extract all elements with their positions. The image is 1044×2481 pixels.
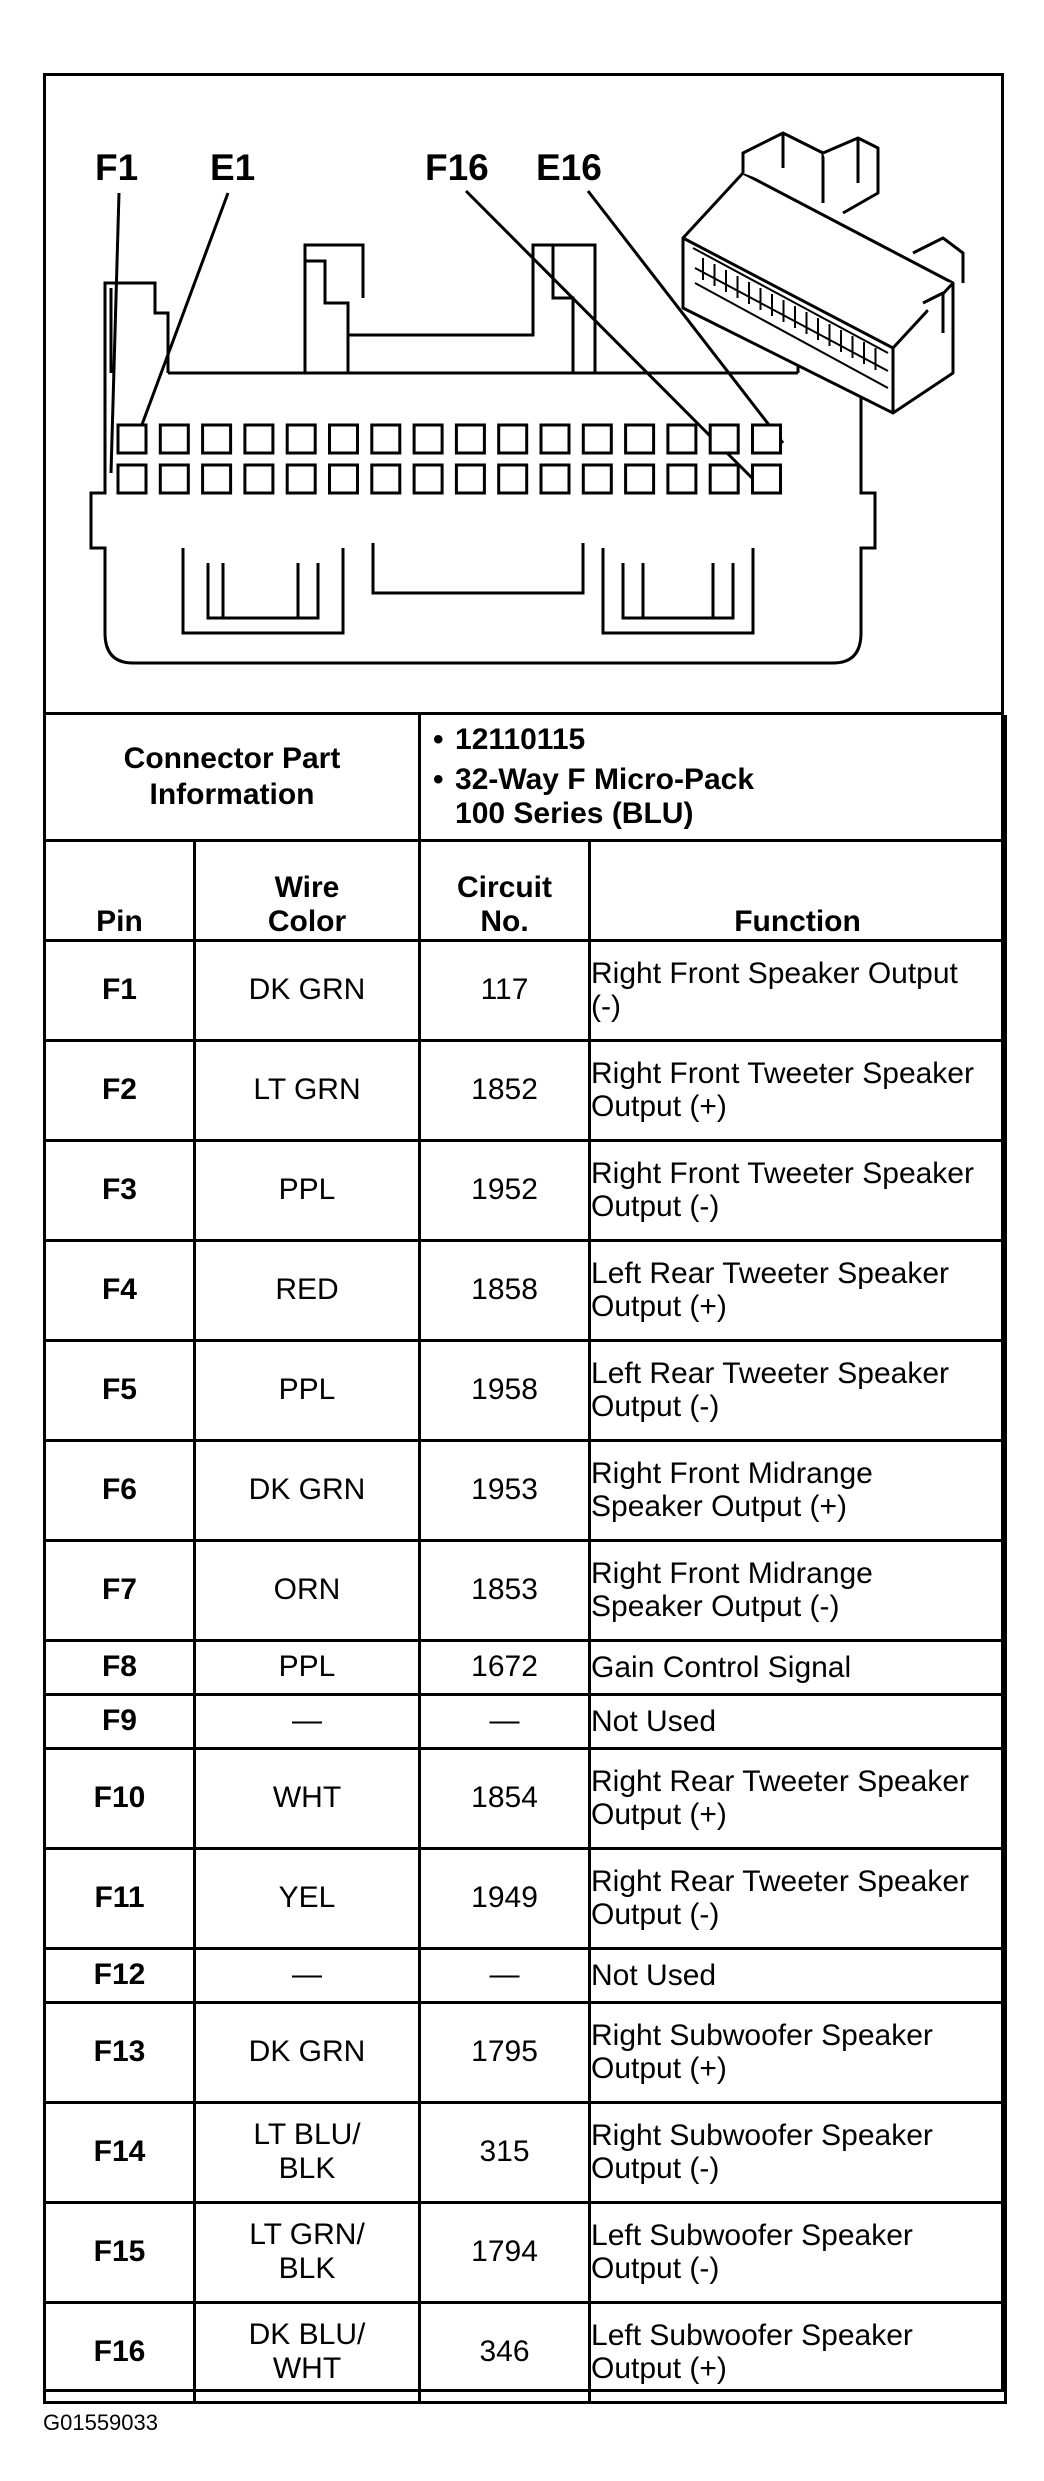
function-cell <box>590 1440 1006 1540</box>
wire-color-cell <box>195 1240 420 1340</box>
pin-cell-text: F11 <box>94 1881 145 1914</box>
pin-cell <box>45 1240 195 1340</box>
pin-cell <box>45 1440 195 1540</box>
wire-color-cell <box>195 1848 420 1948</box>
circuit-cell-text: 1854 <box>471 1781 538 1814</box>
circuit-cell-text: 1958 <box>471 1373 538 1406</box>
pin-cavity-top <box>499 425 527 453</box>
pin-cavity-top <box>583 425 611 453</box>
header-function: Function <box>590 840 1006 940</box>
wire-color-cell-text: WHT <box>272 1781 342 1814</box>
function-cell <box>590 1340 1006 1440</box>
table-row <box>45 1948 1006 2002</box>
part-number: 12110115 <box>455 722 586 756</box>
wire-color-cell-text: ORN <box>273 1573 341 1606</box>
connector-part-info-values <box>420 715 1006 840</box>
pin-cavity-top <box>160 425 188 453</box>
pin-cell <box>45 1040 195 1140</box>
wire-color-cell-text: DK BLU/ WHT <box>248 2318 366 2385</box>
circuit-cell-text: 1853 <box>471 1573 538 1606</box>
connector-part-info-label <box>45 715 420 840</box>
circuit-cell <box>420 1240 590 1340</box>
table-row <box>45 940 1006 1040</box>
wire-color-cell-text: DK GRN <box>248 973 366 1006</box>
wire-color-cell <box>195 2102 420 2202</box>
circuit-cell <box>420 1694 590 1748</box>
pin-cavity-bottom <box>203 465 231 493</box>
circuit-cell-text: 315 <box>479 2135 530 2168</box>
wire-color-cell-text: — <box>292 1958 322 1991</box>
pin-cavity-bottom <box>583 465 611 493</box>
function-cell-text: Left Subwoofer Speaker Output (+) <box>591 2319 913 2385</box>
table-row <box>45 1640 1006 1694</box>
circuit-cell-text: 117 <box>480 973 529 1006</box>
circuit-cell <box>420 2302 590 2402</box>
circuit-cell-text: 1953 <box>471 1473 538 1506</box>
function-cell <box>590 2102 1006 2202</box>
function-cell-text: Not Used <box>591 1958 717 1992</box>
pin-cavity-top <box>287 425 315 453</box>
function-cell <box>590 1040 1006 1140</box>
pin-cavity-bottom <box>753 465 781 493</box>
pin-cavities-top-row <box>118 425 781 453</box>
pin-cell-text: F13 <box>93 2035 146 2068</box>
wire-color-cell <box>195 940 420 1040</box>
pin-cavity-bottom <box>330 465 358 493</box>
table-row <box>45 1240 1006 1340</box>
pin-cell <box>45 2002 195 2102</box>
table-row <box>45 1440 1006 1540</box>
table-row <box>45 1040 1006 1140</box>
circuit-cell-text: 1672 <box>471 1650 538 1683</box>
function-cell-text: Right Front Midrange Speaker Output (-) <box>591 1557 873 1623</box>
label-f16: F16 <box>425 147 489 188</box>
wire-color-cell <box>195 1540 420 1640</box>
pin-cavity-top <box>753 425 781 453</box>
pin-cavity-top <box>414 425 442 453</box>
pin-cell-text: F6 <box>101 1473 137 1506</box>
table-header-row <box>45 840 1006 940</box>
bullet-icon: • <box>433 722 444 756</box>
wire-color-cell-text: RED <box>275 1273 339 1306</box>
header-wire-color <box>195 840 420 940</box>
circuit-cell <box>420 2202 590 2302</box>
pin-cavity-top <box>118 425 146 453</box>
table-row <box>45 2302 1006 2402</box>
wire-color-cell <box>195 1948 420 2002</box>
pin-cavity-bottom <box>118 465 146 493</box>
pin-cavity-top <box>626 425 654 453</box>
circuit-cell-text: 1794 <box>471 2235 538 2268</box>
pin-cavity-bottom <box>160 465 188 493</box>
function-cell <box>590 1540 1006 1640</box>
function-cell-text: Right Rear Tweeter Speaker Output (+) <box>591 1765 969 1831</box>
circuit-cell-text: 1852 <box>471 1073 538 1106</box>
function-cell <box>590 1694 1006 1748</box>
function-cell <box>590 1748 1006 1848</box>
function-cell-text: Right Front Tweeter Speaker Output (-) <box>591 1157 974 1223</box>
pin-cavities-bottom-row <box>118 465 781 493</box>
function-cell <box>590 1240 1006 1340</box>
bullet-icon: • <box>433 762 444 796</box>
connector-type-line <box>433 763 1004 831</box>
pin-cell-text: F16 <box>93 2335 146 2368</box>
header-circuit-text: Circuit No. <box>457 870 553 938</box>
circuit-cell <box>420 1748 590 1848</box>
pin-cavity-top <box>541 425 569 453</box>
circuit-cell-text: 1858 <box>471 1273 538 1306</box>
function-cell <box>590 2202 1006 2302</box>
pin-cell-text: F4 <box>101 1273 137 1306</box>
function-cell <box>590 1848 1006 1948</box>
pin-cell <box>45 1340 195 1440</box>
pin-cell <box>45 2202 195 2302</box>
pin-cavity-bottom <box>541 465 569 493</box>
pin-cell-text: F12 <box>93 1958 146 1991</box>
function-cell-text: Left Rear Tweeter Speaker Output (+) <box>591 1257 949 1323</box>
figure-id: G01559033 <box>43 2410 158 2435</box>
table-row <box>45 1340 1006 1440</box>
function-cell-text: Right Front Midrange Speaker Output (+) <box>591 1457 873 1523</box>
pin-cavity-top <box>456 425 484 453</box>
pin-cell-text: F5 <box>101 1373 137 1406</box>
connector-diagram <box>43 73 1004 715</box>
function-cell-text: Right Front Tweeter Speaker Output (+) <box>591 1057 974 1123</box>
function-cell <box>590 1640 1006 1694</box>
pin-cavity-bottom <box>710 465 738 493</box>
pin-cell <box>45 1640 195 1694</box>
pin-cell <box>45 1848 195 1948</box>
circuit-cell <box>420 2102 590 2202</box>
circuit-cell-text: — <box>489 1958 520 1991</box>
function-cell <box>590 1948 1006 2002</box>
pin-cell-text: F8 <box>101 1650 137 1683</box>
circuit-cell <box>420 1640 590 1694</box>
table-row <box>45 1848 1006 1948</box>
header-wire-color-text: Wire Color <box>267 870 347 938</box>
pin-cell <box>45 1140 195 1240</box>
pin-cavity-bottom <box>287 465 315 493</box>
circuit-cell <box>420 1540 590 1640</box>
table-row <box>45 2202 1006 2302</box>
pin-cavity-top <box>710 425 738 453</box>
wire-color-cell <box>195 1040 420 1140</box>
connector-info-row <box>45 715 1006 840</box>
connector-latch-windows <box>183 543 753 633</box>
part-number-line <box>433 723 1004 757</box>
wire-color-cell-text: — <box>292 1704 322 1737</box>
label-f1: F1 <box>95 147 139 188</box>
connector-diagram-panel <box>43 73 1004 715</box>
function-cell-text: Gain Control Signal <box>591 1650 852 1684</box>
wire-color-cell-text: YEL <box>278 1881 336 1914</box>
pin-cell-text: F3 <box>101 1173 137 1206</box>
circuit-cell-text: 1952 <box>471 1173 538 1206</box>
connector-type: 32-Way F Micro-Pack 100 Series (BLU) <box>455 762 755 830</box>
pin-cavity-bottom <box>372 465 400 493</box>
function-cell-text: Right Rear Tweeter Speaker Output (-) <box>591 1865 969 1931</box>
circuit-cell <box>420 2002 590 2102</box>
pin-rows <box>45 940 1006 2402</box>
table-row <box>45 1540 1006 1640</box>
circuit-cell <box>420 1440 590 1540</box>
wire-color-cell-text: DK GRN <box>248 2035 366 2068</box>
connector-pin-table <box>43 715 1007 2404</box>
function-cell-text: Left Subwoofer Speaker Output (-) <box>591 2219 913 2285</box>
wire-color-cell-text: PPL <box>278 1650 336 1683</box>
wire-color-cell-text: LT GRN <box>253 1073 361 1106</box>
pin-cavity-bottom <box>456 465 484 493</box>
function-cell-text: Right Front Speaker Output (-) <box>591 957 958 1023</box>
header-pin: Pin <box>45 840 195 940</box>
label-e1: E1 <box>210 147 256 188</box>
pin-cell-text: F14 <box>93 2135 146 2168</box>
pin-cell <box>45 1748 195 1848</box>
pin-cell <box>45 1540 195 1640</box>
pin-cavity-top <box>330 425 358 453</box>
pin-cavity-top <box>245 425 273 453</box>
circuit-cell <box>420 1948 590 2002</box>
pin-cavity-top <box>668 425 696 453</box>
pin-cell-text: F15 <box>93 2235 146 2268</box>
pin-cell <box>45 1948 195 2002</box>
circuit-cell-text: 1795 <box>471 2035 538 2068</box>
wire-color-cell-text: DK GRN <box>248 1473 366 1506</box>
wire-color-cell-text: LT GRN/ BLK <box>249 2218 365 2285</box>
pin-cell-text: F1 <box>101 973 137 1006</box>
wire-color-cell <box>195 1440 420 1540</box>
pin-cavity-bottom <box>626 465 654 493</box>
wire-color-cell <box>195 1694 420 1748</box>
circuit-cell-text: — <box>489 1704 520 1737</box>
table-row <box>45 2002 1006 2102</box>
table-row <box>45 2102 1006 2202</box>
table-row <box>45 1140 1006 1240</box>
wire-color-cell <box>195 2002 420 2102</box>
function-cell <box>590 940 1006 1040</box>
pin-cavity-top <box>372 425 400 453</box>
label-e16: E16 <box>536 147 602 188</box>
wire-color-cell-text: PPL <box>278 1373 336 1406</box>
header-circuit-no <box>420 840 590 940</box>
pin-cavity-bottom <box>499 465 527 493</box>
connector-part-info-text: Connector Part Information <box>123 741 341 811</box>
pin-cell-text: F7 <box>101 1573 137 1606</box>
pin-cell <box>45 940 195 1040</box>
table-row <box>45 1748 1006 1848</box>
circuit-cell <box>420 1340 590 1440</box>
circuit-cell <box>420 1848 590 1948</box>
wire-color-cell <box>195 1140 420 1240</box>
pin-cell-text: F2 <box>101 1073 137 1106</box>
pin-cell <box>45 1694 195 1748</box>
wire-color-cell <box>195 1640 420 1694</box>
circuit-cell-text: 346 <box>479 2335 530 2368</box>
wire-color-cell-text: PPL <box>278 1173 336 1206</box>
wire-color-cell <box>195 2302 420 2402</box>
function-cell <box>590 2002 1006 2102</box>
wire-color-cell-text: LT BLU/ BLK <box>253 2118 361 2185</box>
pin-cell-text: F9 <box>101 1704 137 1737</box>
pin-cavity-bottom <box>414 465 442 493</box>
circuit-cell <box>420 940 590 1040</box>
function-cell-text: Right Subwoofer Speaker Output (+) <box>591 2019 933 2085</box>
function-cell <box>590 1140 1006 1240</box>
function-cell <box>590 2302 1006 2402</box>
wire-color-cell <box>195 1748 420 1848</box>
circuit-cell <box>420 1040 590 1140</box>
wire-color-cell <box>195 2202 420 2302</box>
table-row <box>45 1694 1006 1748</box>
function-cell-text: Right Subwoofer Speaker Output (-) <box>591 2119 933 2185</box>
pin-cavity-bottom <box>668 465 696 493</box>
function-cell-text: Left Rear Tweeter Speaker Output (-) <box>591 1357 949 1423</box>
pin-cell-text: F10 <box>93 1781 146 1814</box>
pin-cell <box>45 2102 195 2202</box>
pin-cell <box>45 2302 195 2402</box>
circuit-cell-text: 1949 <box>471 1881 538 1914</box>
pin-cavity-bottom <box>245 465 273 493</box>
wire-color-cell <box>195 1340 420 1440</box>
function-cell-text: Not Used <box>591 1704 717 1738</box>
circuit-cell <box>420 1140 590 1240</box>
pin-cavity-top <box>203 425 231 453</box>
